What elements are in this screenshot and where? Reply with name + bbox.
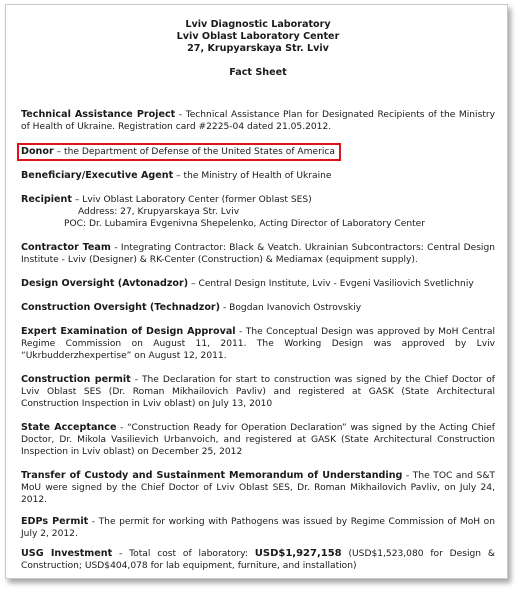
recipient-poc: POC: Dr. Lubamira Evgenivna Shepelenko, Acting Director of Laboratory Center [64, 219, 425, 229]
usg-text-after: (USD$1,523,080 for Design & Construction; USD$404,078 for lab equipment, furniture, and installation) [21, 549, 495, 571]
header [21, 19, 495, 79]
section-edps [21, 516, 495, 540]
beneficiary-label: Beneficiary/Executive Agent [21, 170, 174, 181]
recipient-address: Address: 27, Krupyarskaya Str. Lviv [78, 207, 240, 217]
state-acceptance-label: State Acceptance [21, 422, 117, 433]
transfer-text: - The TOC and S&T MoU were signed by the Chief Doctor of Lviv Oblast SES, Dr. Roman Mikhailovich Pavliv, on July 24, 2012. [21, 471, 495, 505]
section-contractor [21, 242, 495, 266]
section-transfer [21, 470, 495, 506]
recipient-line [21, 194, 495, 206]
edps-label: EDPs Permit [21, 516, 89, 527]
contractor-label: Contractor Team [21, 242, 111, 253]
donor-highlight-box [17, 143, 341, 161]
construction-permit-text: - The Declaration for start to construction was signed by the Chief Doctor of Lviv Oblast SES (Dr. Roman Mikhailovich Pavliv) and registered at GASK (State Architectural Construction Inspection in Lviv oblast) on July 13, 2010 [21, 375, 495, 409]
state-acceptance-text: - “Construction Ready for Operation Declaration” was signed by the Acting Chief Doctor, Dr. Mikola Vasilievich Urbanvoich, and registered at GASK (State Architectural Construction Inspection in Lviv oblast) on December 25, 2012 [21, 423, 495, 457]
fact-sheet-page [5, 4, 508, 579]
section-recipient [21, 194, 495, 230]
construction-oversight-label: Construction Oversight (Technadzor) [21, 302, 221, 313]
edps-text: - The permit for working with Pathogens was issued by Regime Commission of MoH on July 2, 2012. [21, 517, 495, 539]
header-lab-name: Lviv Diagnostic Laboratory [185, 19, 331, 30]
header-address: 27, Krupyarskaya Str. Lviv [187, 43, 329, 54]
recipient-text: – Lviv Oblast Laboratory Center (former Oblast SES) [71, 195, 312, 205]
section-beneficiary [21, 170, 495, 182]
usg-amount: USD$1,927,158 [254, 548, 342, 559]
construction-oversight-text: - Bogdan Ivanovich Ostrovskiy [220, 303, 362, 313]
contractor-text: - Integrating Contractor: Black & Veatch. Ukrainian Subcontractors: Central Design Institute - Lviv (Designer) & RK-Center (Construction) & Mediamax (equipment supply). [21, 243, 495, 265]
section-donor [21, 143, 495, 161]
donor-text: – the Department of Defense of the United States of America [53, 147, 335, 157]
donor-label: Donor [21, 146, 54, 157]
section-construction-permit [21, 374, 495, 410]
section-construction-oversight [21, 302, 495, 314]
design-oversight-text: – Central Design Institute, Lviv - Evgeni Vasiliovich Svetlichniy [188, 279, 474, 289]
section-state-acceptance [21, 422, 495, 458]
design-oversight-label: Design Oversight (Avtonadzor) [21, 278, 189, 289]
expert-exam-label: Expert Examination of Design Approval [21, 326, 236, 337]
transfer-label: Transfer of Custody and Sustainment Memorandum of Understanding [21, 470, 403, 481]
project-text: - Technical Assistance Plan for Designated Recipients of the Ministry of Health of Ukraine. Registration card #2225-04 dated 21.05.2012. [21, 110, 496, 132]
construction-permit-label: Construction permit [21, 374, 131, 385]
section-design-oversight [21, 278, 495, 290]
section-project [21, 109, 495, 133]
project-label: Technical Assistance Project [21, 109, 176, 120]
section-usg [21, 548, 495, 572]
beneficiary-text: – the Ministry of Health of Ukraine [173, 171, 332, 181]
section-expert-examination [21, 326, 495, 362]
page-title: Fact Sheet [229, 67, 287, 78]
usg-text-before: - Total cost of laboratory: [112, 549, 255, 559]
usg-label: USG Investment [21, 548, 113, 559]
expert-exam-text: - The Conceptual Design was approved by MoH Central Regime Commission on August 11, 2011. The Working Design was approved by Lviv “Ukrbudderzhexpertise” on August 12, 2011. [21, 327, 495, 361]
header-center-name: Lviv Oblast Laboratory Center [176, 31, 340, 42]
recipient-label: Recipient [21, 194, 72, 205]
